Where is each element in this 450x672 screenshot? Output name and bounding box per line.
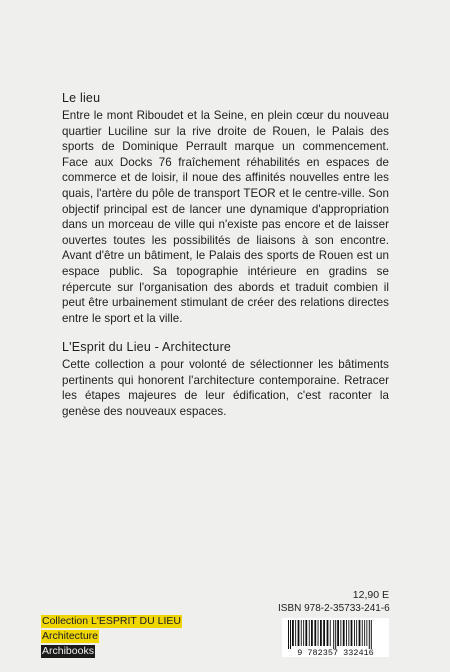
barcode-bar <box>305 620 307 646</box>
barcode-bar <box>340 620 341 646</box>
barcode-bar <box>362 620 363 646</box>
barcode-bar <box>335 620 336 649</box>
barcode-bar <box>323 620 325 646</box>
barcode-bar <box>343 620 345 646</box>
barcode-bar <box>301 620 302 646</box>
price-label: 12,90 E <box>352 589 389 601</box>
barcode-bar <box>311 620 313 646</box>
barcode-bar <box>337 620 339 646</box>
barcode-bar <box>356 620 357 646</box>
architecture-badge: Architecture <box>42 630 99 642</box>
barcode-digits: 9 782357 332416 <box>297 648 374 657</box>
heading-le-lieu: Le lieu <box>62 91 101 105</box>
barcode-bar <box>371 620 372 649</box>
barcode-bar <box>309 620 310 646</box>
barcode-bar <box>351 620 353 646</box>
barcode-bar <box>364 620 365 646</box>
collection-badge: Collection L'ESPRIT DU LIEU <box>42 615 181 627</box>
barcode-bar <box>314 620 316 646</box>
barcode <box>282 618 389 657</box>
barcode-bar <box>330 620 331 646</box>
barcode-bar <box>354 620 355 646</box>
paragraph-le-lieu: Entre le mont Riboudet et la Seine, en plein cœur du nouveau quartier Luciline sur la rive droite de Rouen, le Palais des sports de Dominique Perrault marque un commencement. Face aux Docks 76 fraîchement réhabilités en espaces de commerce et de loisir, il noue des affinités nouvelles entre les quais, l'artère du pôle de transport TEOR et le centre-ville. Son objectif principal est de lancer une dynamique d'appropriation dans un morceau de ville qui n'existe pas encore et de laisser ouvertes toutes les possibilités de liaisons à son encontre. Avant d'être un bâtiment, le Palais des sports de Rouen est un espace public. Sa topographie intérieure en gradins se répercute sur l'organisation des abords et traduit combien il peut être urbainement stimulant de créer des relations directes entre le sport et la ville. <box>62 109 389 325</box>
publisher-badge: Archibooks <box>42 645 94 657</box>
barcode-bar <box>318 620 319 646</box>
barcode-bar <box>295 620 296 646</box>
barcode-bar <box>320 620 322 646</box>
barcode-bar <box>290 620 291 649</box>
section-le-lieu <box>62 90 389 326</box>
section-esprit-du-lieu <box>62 339 389 419</box>
barcode-bar <box>366 620 367 646</box>
barcode-bar <box>303 620 304 646</box>
barcode-bar <box>298 620 300 646</box>
barcode-bar <box>288 620 289 649</box>
isbn-label: ISBN 978-2-35733-241-6 <box>278 603 390 614</box>
barcode-bars <box>288 620 372 649</box>
barcode-graphic <box>282 618 389 657</box>
barcode-bar <box>333 620 334 649</box>
barcode-bar <box>346 620 347 646</box>
barcode-bar <box>327 620 329 646</box>
barcode-bar <box>348 620 349 646</box>
barcode-bar <box>369 620 370 649</box>
paragraph-esprit-du-lieu: Cette collection a pour volonté de sélectionner les bâtiments pertinents qui honorent l'architecture contemporaine. Retracer les étapes majeures de leur édification, c'est raconter la genèse des nouveaux espaces. <box>62 358 389 418</box>
heading-esprit-du-lieu: L'Esprit du Lieu - Architecture <box>62 340 232 354</box>
barcode-bar <box>359 620 361 646</box>
barcode-bar <box>292 620 294 646</box>
